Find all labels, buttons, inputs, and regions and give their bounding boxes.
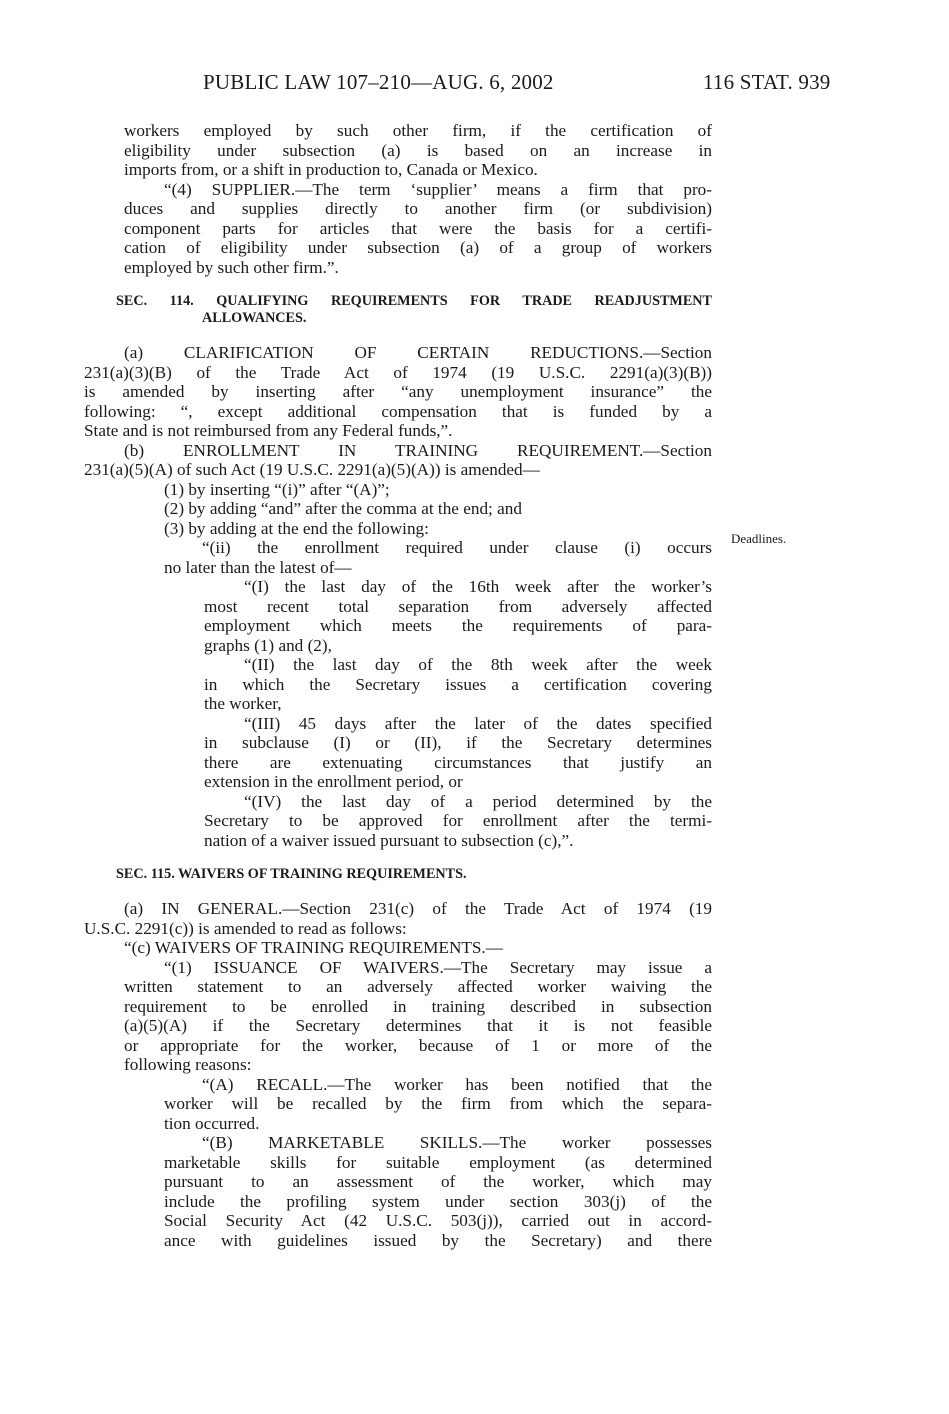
- text-line: marketable skills for suitable employment (as determined: [164, 1152, 712, 1172]
- text-line: worker will be recalled by the firm from which the separa-: [164, 1094, 712, 1113]
- text-line: “(B) MARKETABLE SKILLS.—The worker possesses: [202, 1133, 712, 1152]
- text-line: “(II) the last day of the 8th week after the week: [244, 655, 712, 674]
- text-line: “(I) the last day of the 16th week after the worker’s: [244, 577, 712, 596]
- text-line: duces and supplies directly to another firm (or subdivision): [124, 199, 712, 218]
- text-line: or appropriate for the worker, because of 1 or more of the: [124, 1035, 712, 1055]
- statute-page-number: 116 STAT. 939: [703, 70, 831, 94]
- text-line: tion occurred.: [164, 1113, 260, 1133]
- text-line: graphs (1) and (2),: [204, 635, 332, 655]
- text-line: Social Security Act (42 U.S.C. 503(j)), carried out in accord-: [164, 1211, 712, 1230]
- text-line: (2) by adding “and” after the comma at the end; and: [164, 499, 522, 518]
- text-line: “(A) RECALL.—The worker has been notified that the: [202, 1074, 712, 1094]
- text-line: (1) by inserting “(i)” after “(A)”;: [164, 479, 390, 499]
- text-line: in subclause (I) or (II), if the Secretary determines: [204, 733, 712, 752]
- text-line: 231(a)(5)(A) of such Act (19 U.S.C. 2291(a)(5)(A)) is amended—: [84, 460, 540, 479]
- text-line: component parts for articles that were the basis for a certifi-: [124, 218, 712, 238]
- text-line: “(ii) the enrollment required under clause (i) occurs: [202, 538, 712, 557]
- running-head: PUBLIC LAW 107–210—AUG. 6, 2002: [203, 70, 554, 94]
- section-heading-line: SEC. 114. QUALIFYING REQUIREMENTS FOR TRADE READJUSTMENT: [116, 293, 712, 309]
- section-heading-line: ALLOWANCES.: [202, 310, 307, 326]
- text-line: pursuant to an assessment of the worker, which may: [164, 1172, 712, 1191]
- text-line: “(1) ISSUANCE OF WAIVERS.—The Secretary may issue a: [164, 957, 712, 977]
- text-line: eligibility under subsection (a) is based on an increase in: [124, 140, 712, 160]
- text-line: (b) ENROLLMENT IN TRAINING REQUIREMENT.—Section: [124, 440, 712, 460]
- body-text: [84, 121, 712, 1250]
- text-line: (a)(5)(A) if the Secretary determines that it is not feasible: [124, 1016, 712, 1035]
- text-line: following: “, except additional compensation that is funded by a: [84, 401, 712, 421]
- text-line: employment which meets the requirements of para-: [204, 616, 712, 635]
- text-line: requirement to be enrolled in training described in subsection: [124, 996, 712, 1016]
- text-line: (3) by adding at the end the following:: [164, 518, 429, 538]
- text-line: most recent total separation from adversely affected: [204, 596, 712, 616]
- text-line: extension in the enrollment period, or: [204, 772, 463, 791]
- text-line: U.S.C. 2291(c)) is amended to read as follows:: [84, 918, 407, 938]
- text-line: (a) CLARIFICATION OF CERTAIN REDUCTIONS.—Section: [124, 343, 712, 362]
- text-line: “(III) 45 days after the later of the dates specified: [244, 713, 712, 733]
- text-line: Secretary to be approved for enrollment after the termi-: [204, 811, 712, 830]
- text-line: is amended by inserting after “any unemployment insurance” the: [84, 382, 712, 401]
- text-line: imports from, or a shift in production to, Canada or Mexico.: [124, 160, 538, 179]
- text-line: the worker,: [204, 694, 282, 713]
- text-line: no later than the latest of—: [164, 557, 352, 577]
- text-line: “(c) WAIVERS OF TRAINING REQUIREMENTS.—: [124, 938, 503, 957]
- text-line: workers employed by such other firm, if the certification of: [124, 121, 712, 140]
- text-line: “(IV) the last day of a period determined by the: [244, 791, 712, 811]
- text-line: cation of eligibility under subsection (a) of a group of workers: [124, 238, 712, 257]
- text-line: (a) IN GENERAL.—Section 231(c) of the Trade Act of 1974 (19: [124, 899, 712, 918]
- text-line: written statement to an adversely affected worker waiving the: [124, 977, 712, 996]
- text-line: following reasons:: [124, 1055, 252, 1074]
- text-line: there are extenuating circumstances that justify an: [204, 752, 712, 772]
- text-line: employed by such other firm.”.: [124, 257, 339, 277]
- text-line: “(4) SUPPLIER.—The term ‘supplier’ means a firm that pro-: [164, 179, 712, 199]
- margin-note: Deadlines.: [731, 531, 787, 546]
- text-line: include the profiling system under section 303(j) of the: [164, 1191, 712, 1211]
- section-heading-line: SEC. 115. WAIVERS OF TRAINING REQUIREMENTS.: [116, 866, 467, 882]
- text-line: in which the Secretary issues a certification covering: [204, 674, 712, 694]
- text-line: ance with guidelines issued by the Secretary) and there: [164, 1230, 712, 1250]
- text-line: 231(a)(3)(B) of the Trade Act of 1974 (19 U.S.C. 2291(a)(3)(B)): [84, 362, 712, 382]
- text-line: nation of a waiver issued pursuant to subsection (c),”.: [204, 830, 574, 850]
- text-line: State and is not reimbursed from any Federal funds,”.: [84, 421, 453, 440]
